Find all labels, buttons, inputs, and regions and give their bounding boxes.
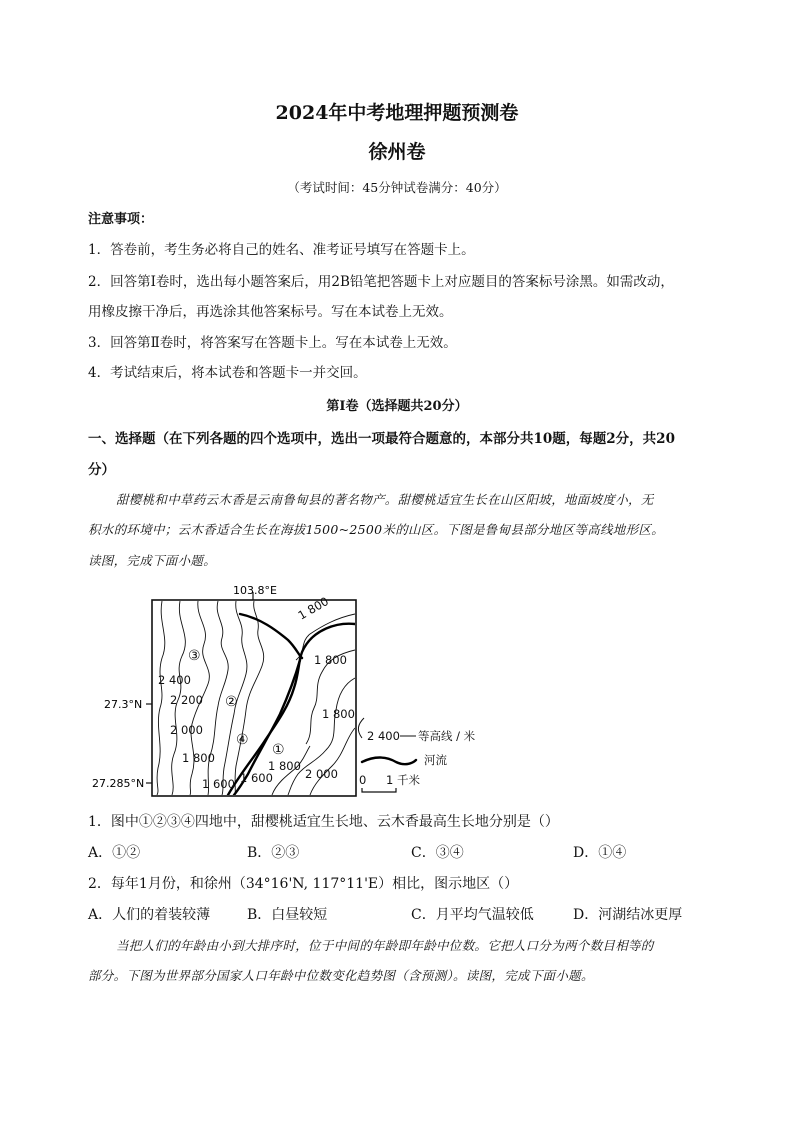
legend-contour-value: 2 400 xyxy=(367,729,400,743)
notes-item-2-line-2: 用橡皮擦干净后，再选涂其他答案标号。写在本试卷上无效。 xyxy=(88,304,453,320)
question-2-option-c[interactable]: C．月平均气温较低 xyxy=(411,907,534,923)
contour-label: 2 000 xyxy=(170,723,203,737)
contour-label: 1 800 xyxy=(182,751,215,765)
longitude-label: 103.8°E xyxy=(233,584,277,597)
notes-item-3: 3．回答第Ⅱ卷时，将答案写在答题卡上。写在本试卷上无效。 xyxy=(88,335,457,351)
passage-1-line-3: 读图，完成下面小题。 xyxy=(88,553,217,568)
question-1-option-a[interactable]: A．①② xyxy=(88,845,141,861)
contour-label: 1 800 xyxy=(314,653,347,667)
notes-item-2-line-1: 2．回答第Ⅰ卷时，选出每小题答案后，用2B铅笔把答题卡上对应题目的答案标号涂黑。如需改动， xyxy=(88,274,674,290)
river-north xyxy=(240,614,302,658)
section-heading: 第Ⅰ卷（选择题共20分） xyxy=(326,399,468,414)
legend-river-label: 河流 xyxy=(424,753,447,767)
legend-river-sample xyxy=(362,758,416,765)
question-1-stem: 1．图中①②③④四地中，甜樱桃适宜生长地、云木香最高生长地分别是（） xyxy=(88,814,559,830)
contour-map xyxy=(92,578,540,800)
question-1-option-d[interactable]: D．①④ xyxy=(573,845,627,861)
contour-label: 1 800 xyxy=(268,759,301,773)
contour-line xyxy=(235,601,264,795)
question-2-option-b[interactable]: B．白昼较短 xyxy=(247,907,328,923)
passage-2-line-1: 当把人们的年龄由小到大排序时，位于中间的年龄即年龄中位数。它把人口分为两个数目相等的 xyxy=(116,938,654,953)
latitude-label-top: 27.3°N xyxy=(104,698,143,711)
contour-label: 1 600 xyxy=(202,777,235,791)
section-instruction-line-1: 一、选择题（在下列各题的四个选项中，选出一项最符合题意的，本部分共10题，每题2分，共20 xyxy=(88,431,675,447)
contour-label: 1 800 xyxy=(295,594,332,623)
contour-label: 2 400 xyxy=(158,673,191,687)
contour-line xyxy=(157,601,165,795)
section-instruction-line-2: 分） xyxy=(88,462,115,478)
notes-item-4: 4．考试结束后，将本试卷和答题卡一并交回。 xyxy=(88,365,367,381)
scale-zero: 0 xyxy=(359,773,367,787)
legend-contour-label: 等高线 / 米 xyxy=(418,729,476,743)
contour-line xyxy=(310,728,355,795)
scale-label: 1 千米 xyxy=(386,773,420,787)
notes-item-1: 1．答卷前，考生务必将自己的姓名、准考证号填写在答题卡上。 xyxy=(88,242,475,258)
contour-label: 1 800 xyxy=(322,707,355,721)
legend-contour-sample xyxy=(358,718,364,738)
question-1-option-b[interactable]: B．②③ xyxy=(247,845,300,861)
passage-1-line-2: 积水的环境中；云木香适合生长在海拔1500~2500米的山区。下图是鲁甸县部分地区等高线地形区。 xyxy=(88,522,664,537)
contour-label: 2 000 xyxy=(305,767,338,781)
question-2-stem: 2．每年1月份，和徐州（34°16'N, 117°11'E）相比，图示地区（） xyxy=(88,876,519,892)
contour-label: 1 600 xyxy=(240,771,273,785)
page-title: 2024年中考地理押题预测卷 xyxy=(275,102,519,124)
exam-info: （考试时间：45分钟试卷满分：40分） xyxy=(287,180,507,195)
marker-1: ① xyxy=(272,742,285,758)
passage-1-line-1: 甜樱桃和中草药云木香是云南鲁甸县的著名物产。甜樱桃适宜生长在山区阳坡，地面坡度小，无 xyxy=(116,492,654,507)
marker-3: ③ xyxy=(188,648,201,664)
question-2-option-d[interactable]: D．河湖结冰更厚 xyxy=(573,907,683,923)
latitude-label-bottom: 27.285°N xyxy=(92,777,145,790)
question-1-option-c[interactable]: C．③④ xyxy=(411,845,464,861)
passage-2-line-2: 部分。下图为世界部分国家人口年龄中位数变化趋势图（含预测）。读图，完成下面小题。 xyxy=(88,968,594,983)
scale-bar xyxy=(362,788,396,792)
marker-2: ② xyxy=(225,694,238,710)
marker-4: ④ xyxy=(236,732,249,748)
page-subtitle: 徐州卷 xyxy=(368,141,426,163)
contour-label: 2 200 xyxy=(170,693,203,707)
question-2-option-a[interactable]: A．人们的着装较薄 xyxy=(88,907,211,923)
notes-heading: 注意事项： xyxy=(88,212,154,227)
